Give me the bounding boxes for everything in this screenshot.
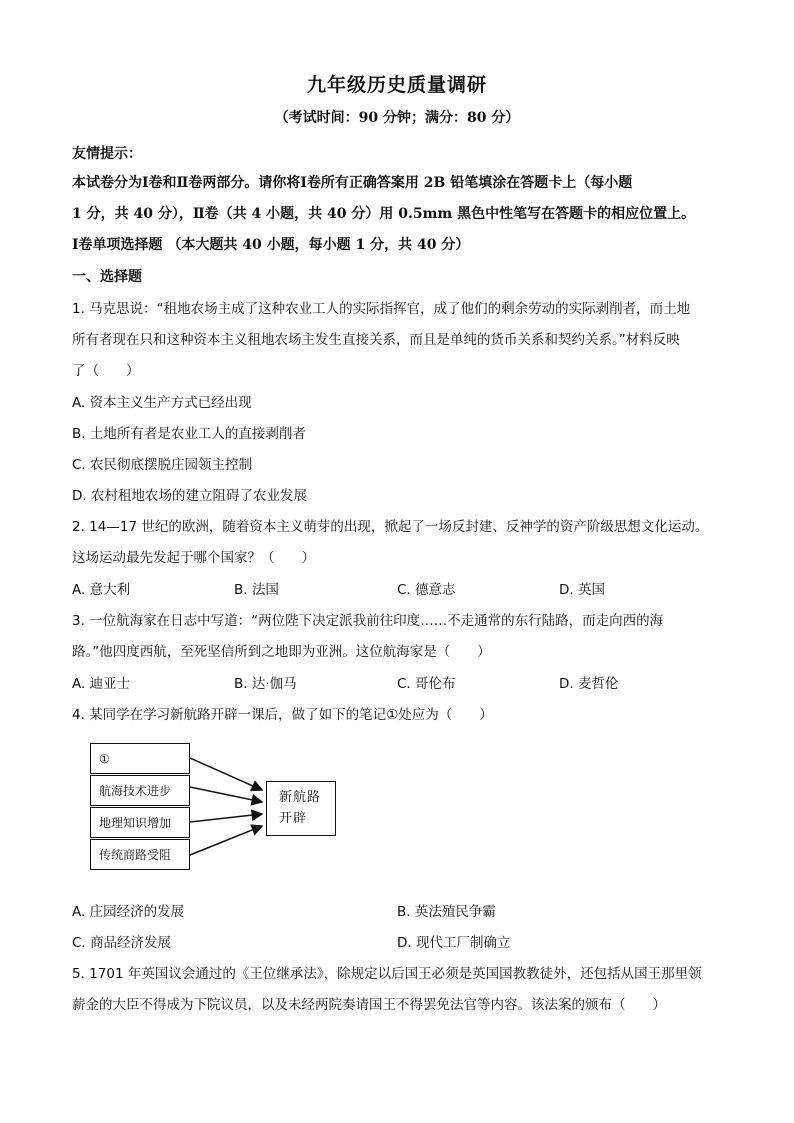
question-text: 1. 马克思说：“租地农场主成了这种农业工人的实际指挥官，成了他们的剩余劳动的实际剥削者，而土地: [72, 301, 691, 317]
option-d: D. 英国: [559, 582, 605, 598]
option-b: B. 英法殖民争霸: [397, 904, 496, 920]
target-line: 开辟: [279, 811, 308, 826]
question-text: 2. 14—17 世纪的欧洲，随着资本主义萌芽的出现，掀起了一场反封建、反神学的资产阶级思想文化运动。: [72, 519, 709, 535]
page-title: 九年级历史质量调研: [306, 74, 487, 96]
option-b: B. 达·伽马: [234, 676, 297, 692]
option-d: D. 农村租地农场的建立阻碍了农业发展: [72, 488, 307, 504]
question-text: 这场运动最先发起于哪个国家？（ ）: [72, 550, 315, 566]
option-c: C. 哥伦布: [397, 676, 456, 692]
question-text: 3. 一位航海家在日志中写道：“两位陛下决定派我前往印度……不走通常的东行陆路，而走向西的海: [72, 613, 664, 629]
option-a: A. 意大利: [72, 582, 131, 598]
question-text: 5. 1701 年英国议会通过的《王位继承法》，除规定以后国王必须是英国国教教徒外，还包括从国王那里领: [72, 966, 702, 982]
question-text: 薪金的大臣不得成为下院议员，以及未经两院奏请国王不得罢免法官等内容。该法案的颁布（ ）: [72, 997, 666, 1013]
exam-info: （考试时间：90 分钟；满分：80 分）: [274, 110, 520, 126]
option-c: C. 农民彻底摆脱庄园领主控制: [72, 457, 253, 473]
question-text: 4. 某同学在学习新航路开辟一课后，做了如下的笔记①处应为（ ）: [72, 707, 493, 723]
diagram-target-box: [266, 781, 336, 836]
diagram-box: 传统商路受阻: [90, 839, 190, 870]
notes-diagram: [90, 740, 350, 870]
diagram-box: 航海技术进步: [90, 775, 190, 806]
option-c: C. 商品经济发展: [72, 935, 172, 951]
option-b: B. 土地所有者是农业工人的直接剥削者: [72, 426, 306, 442]
option-d: D. 麦哲伦: [559, 676, 619, 692]
section-heading: 一、选择题: [72, 269, 142, 285]
option-d: D. 现代工厂制确立: [397, 935, 511, 951]
notice-line: Ⅰ卷单项选择题 （本大题共 40 小题，每小题 1 分，共 40 分）: [72, 237, 470, 253]
notice-line: 本试卷分为Ⅰ卷和Ⅱ卷两部分。请你将Ⅰ卷所有正确答案用 2B 铅笔填涂在答题卡上（每小题: [72, 175, 633, 191]
option-a: A. 迪亚士: [72, 676, 131, 692]
option-b: B. 法国: [234, 582, 279, 598]
target-line: 新航路: [279, 790, 322, 805]
option-c: C. 德意志: [397, 582, 456, 598]
question-text: 所有者现在只和这种资本主义租地农场主发生直接关系，而且是单纯的货币关系和契约关系。”材料反映: [72, 332, 680, 348]
question-text: 路。”他四度西航，至死坚信所到之地即为亚洲。这位航海家是（ ）: [72, 644, 491, 660]
diagram-box-blank: ①: [90, 743, 190, 774]
diagram-box: 地理知识增加: [90, 807, 190, 838]
option-a: A. 资本主义生产方式已经出现: [72, 395, 252, 411]
option-a: A. 庄园经济的发展: [72, 904, 185, 920]
notice-heading: 友情提示：: [72, 146, 142, 162]
notice-line: 1 分，共 40 分），Ⅱ卷（共 4 小题，共 40 分）用 0.5mm 黑色中性笔写在答题卡的相应位置上。: [72, 206, 696, 222]
question-text: 了（ ）: [72, 363, 140, 379]
